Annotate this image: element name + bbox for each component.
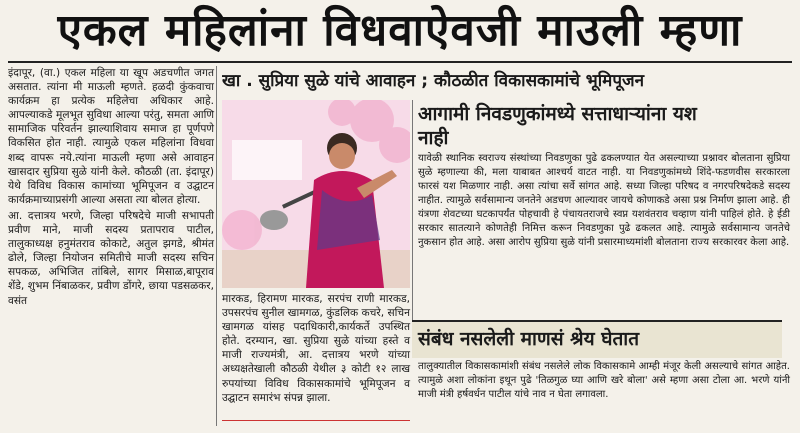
right-paragraph-2: तालुक्यातील विकासकामांशी संबंध नसलेले लोक विकासकामे आम्ही मंजूर केली असल्याचे सांगत आहेत. त्यामुळे अशा लोकांना इथून पुढे 'तिळगुळ घ्या आणि खरे बोला' असे म्हणा असा टोला आ. भरणे यांनी माजी मंत्री हर्षवर्धन पाटील यांचे नाव न घेता लगावला. [418, 361, 790, 400]
box-headline: आगामी निवडणुकांमध्ये सत्ताधाऱ्यांना यश नाही [418, 103, 697, 149]
mid-column: मारकड, हिरामण मारकड, सरपंच राणी मारकड, उपसरपंच सुनील खामगळ, कुंडलिक कचरे, सचिन खामगळ यांसह पदाधिकारी,कार्यकर्ते उपस्थित होते. दरम्यान, खा. सुप्रिया सुळे यांच्या हस्ते व माजी राज्यमंत्री, आ. दत्तात्रय भरणे यांच्या अध्यक्षतेखाली कौठळी येथील ३ कोटी १२ लाख रुपयांच्या विविध विकासकामांचे भूमिपूजन व उद्घाटन समारंभ संपन्न झाला. [222, 293, 410, 404]
headline: एकल महिलांना विधवाऐवजी माउली म्हणा [57, 5, 743, 56]
left-paragraph: इंदापूर, (वा.) एकल महिला या खूप अडचणीत जगत असतात. त्यांना मी माऊली म्हणते. हळदी कुंकवाचा कार्यक्रम हा प्रत्येक महिलेचा अधिकार आहे. आपल्याकडे मूलभूत सुविधा आल्या परंतु, समता आणि सामाजिक परिवर्तन झाल्याशिवाय समाज हा पूर्णपणे विकसित होत नाही. त्यामुळे एकल महिलांना विधवा शब्द वापरू नये.त्यांना माऊली म्हणा असे आवाहन खासदार सुप्रिया सुळे यांनी केले. कौठळी (ता. इंदापूर) येथे विविध विकास कामांच्या भूमिपूजन व उद्घाटन कार्यक्रमाच्याप्रसंगी आल्या असता त्या बोलत होत्या. [8, 67, 214, 206]
left-column [8, 66, 214, 310]
highlight-box [412, 320, 782, 358]
column-divider [216, 66, 217, 426]
right-paragraph: यावेळी स्थानिक स्वराज्य संस्थांच्या निवडणुका पुढे ढकलण्यात येत असल्याच्या प्रश्नावर बोलताना सुप्रिया सुळे म्हणाल्या की, मला याबाबत आश्चर्य वाटत नाही. या निवडणुकांमध्ये शिंदे-फडणवीस सरकारला फारसं यश मिळणार नाही. असा त्यांचा सर्वे सांगत आहे. सध्या जिल्हा परिषद व नगरपरिषदेकडे सदस्य नाहीत. त्यामुळे सर्वसामान्य जनतेने अडचण आल्यावर जायचे कोणाकडे असा प्रश्न निर्माण झाला आहे. ही यंत्रणा शेवटच्या घटकापर्यंत पोहचावी हे पंचायतराजचे स्वप्न यशवंतराव चव्हाण यांनी पाहिलं होते. हे ईडी सरकार सातत्याने कोणतेही निमित्त करून निवडणुका पुढे ढकलत आहे. त्यामुळे सर्वसामान्य जनतेचे नुकसान होत आहे. असा आरोप सुप्रिया सुळे यांनी प्रसारमाध्यमांशी बोलताना राज्य सरकारवर केला आहे. [418, 153, 790, 248]
speaker-photo-illustration [222, 100, 410, 288]
highlight-headline: संबंध नसलेली माणसं श्रेय घेतात [418, 328, 640, 350]
photo-supriya-sule [222, 100, 410, 288]
headline-rule [8, 61, 792, 63]
subheadline: खा . सुप्रिया सुळे यांचे आवाहन ; कौठळीत विकासकामांचे भूमिपूजन [222, 71, 645, 91]
left-paragraph: आ. दत्तात्रय भरणे, जिल्हा परिषदेचे माजी सभापती प्रवीण माने, माजी सदस्य प्रतापराव पाटील, तालुकाध्यक्ष हनुमंतराव कोकाटे, अतुल झगडे, श्रीमंत ढोले, जिल्हा नियोजन समितीचे माजी सदस्य सचिन सपकळ, अभिजित तांबिले, सागर मिसाळ,बापूराव शेंडे, शुभम निंबाळकर, प्रवीण डोंगरे, छाया पडसळकर, वसंत [8, 209, 214, 307]
column-divider [412, 100, 413, 320]
bottom-rule [222, 420, 410, 421]
